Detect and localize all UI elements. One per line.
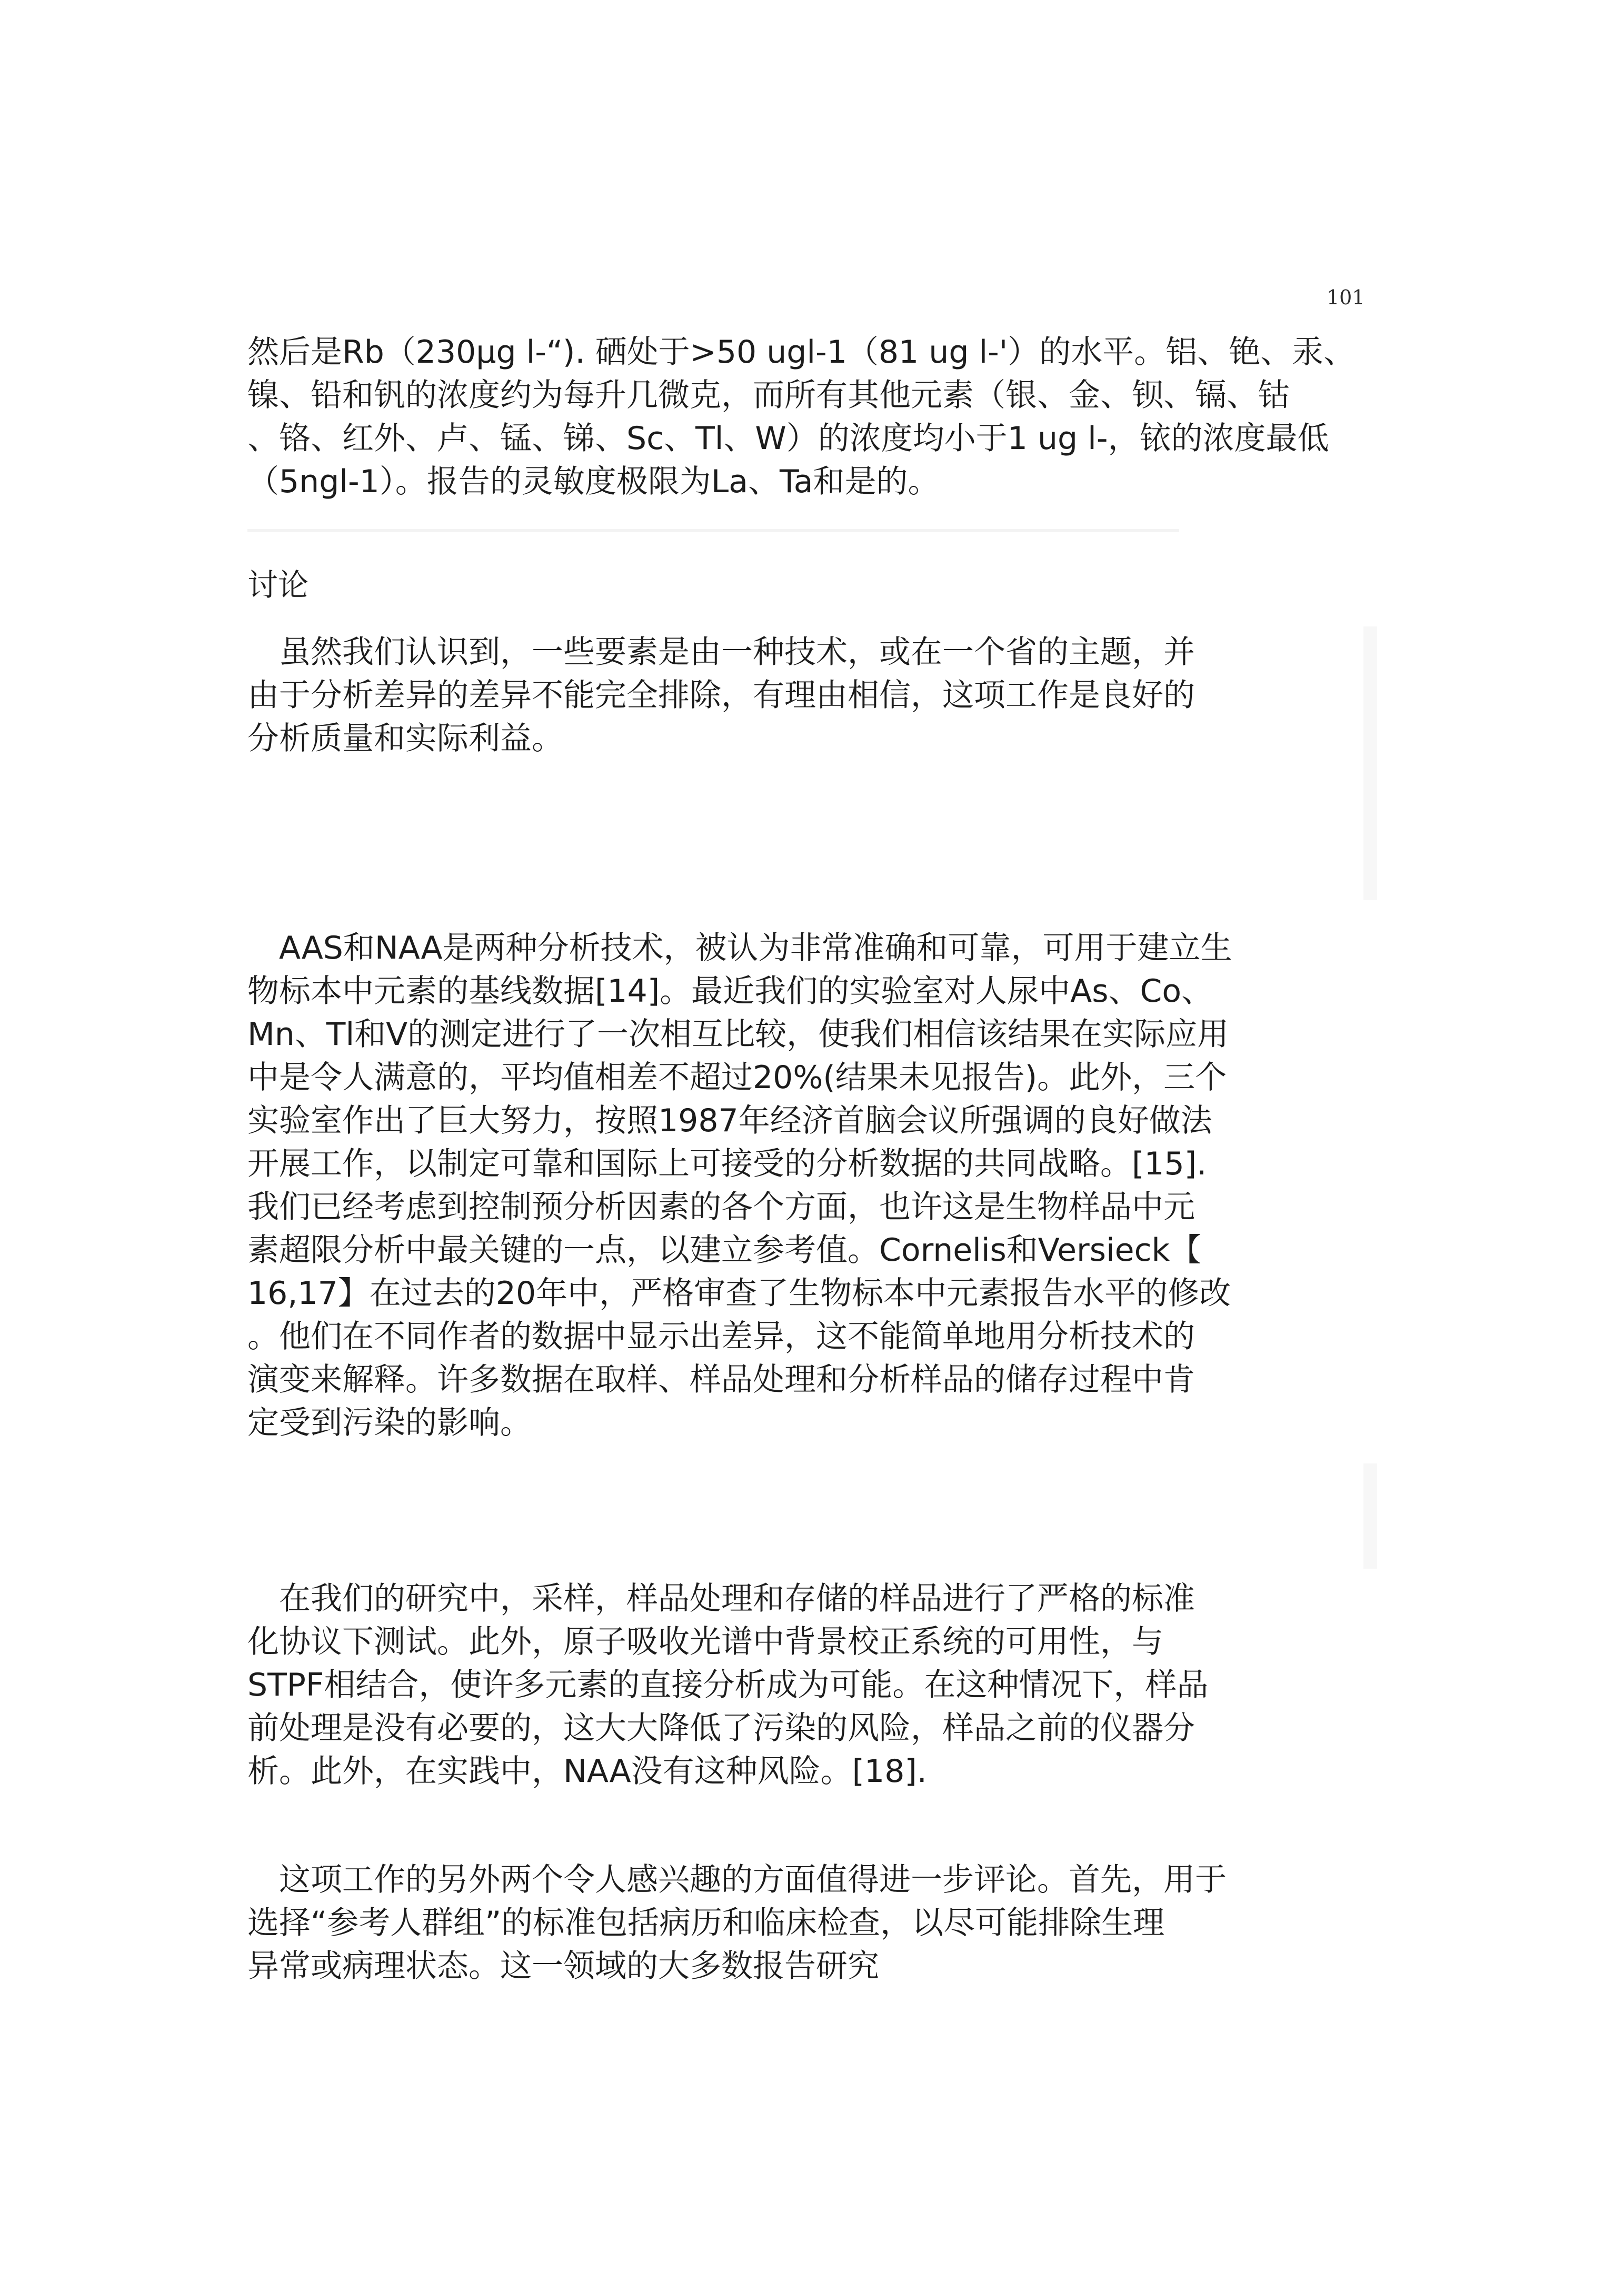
text-line: 选择“参考人群组”的标准包括病历和临床检查，以尽可能排除生理 (247, 1905, 1165, 1941)
text-line: 物标本中元素的基线数据[14]。最近我们的实验室对人尿中As、Co、 (247, 973, 1213, 1010)
text-line: 开展工作，以制定可靠和国际上可接受的分析数据的共同战略。[15]. (247, 1145, 1207, 1182)
text-line: 定受到污染的影响。 (247, 1404, 532, 1441)
text-line: 化协议下测试。此外，原子吸收光谱中背景校正系统的可用性，与 (247, 1623, 1163, 1660)
text-line: 镍、铅和钒的浓度约为每升几微克，而所有其他元素（银、金、钡、镉、钴 (247, 377, 1290, 414)
discussion-paragraph-3 (247, 1577, 1366, 1793)
text-line: 分析质量和实际利益。 (247, 720, 563, 757)
scan-artifact (1363, 626, 1377, 900)
text-line: 这项工作的另外两个令人感兴趣的方面值得进一步评论。首先，用于 (279, 1861, 1227, 1898)
text-line: 16,17】在过去的20年中，严格审查了生物标本中元素报告水平的修改 (247, 1275, 1231, 1312)
scan-artifact (247, 529, 1179, 532)
text-line: 析。此外，在实践中，NAA没有这种风险。[18]. (247, 1753, 927, 1790)
text-line: 实验室作出了巨大努力，按照1987年经济首脑会议所强调的良好做法 (247, 1102, 1212, 1139)
discussion-paragraph-4 (247, 1858, 1366, 1988)
text-line: （5ngl-1）。报告的灵敏度极限为La、Ta和是的。 (247, 463, 940, 500)
page-number: 101 (1327, 286, 1365, 309)
text-line: STPF相结合，使许多元素的直接分析成为可能。在这种情况下，样品 (247, 1667, 1209, 1703)
text-line: 前处理是没有必要的，这大大降低了污染的风险，样品之前的仪器分 (247, 1710, 1195, 1747)
text-line: 在我们的研究中，采样，样品处理和存储的样品进行了严格的标准 (279, 1580, 1195, 1617)
text-line: 然后是Rb（230μg l-“). 硒处于>50 ugl-1（81 ug l-'）的水平。铝、铯、汞、 (247, 334, 1356, 371)
discussion-paragraph-2 (247, 926, 1366, 1444)
text-line: 我们已经考虑到控制预分析因素的各个方面，也许这是生物样品中元 (247, 1189, 1195, 1225)
text-line: Mn、Tl和V的测定进行了一次相互比较，使我们相信该结果在实际应用 (247, 1016, 1229, 1053)
text-line: AAS和NAA是两种分析技术，被认为非常准确和可靠，可用于建立生 (279, 930, 1232, 966)
text-line: 。他们在不同作者的数据中显示出差异，这不能简单地用分析技术的 (247, 1318, 1195, 1355)
text-line: 由于分析差异的差异不能完全排除，有理由相信，这项工作是良好的 (247, 677, 1195, 714)
text-line: 异常或病理状态。这一领域的大多数报告研究 (247, 1948, 879, 1985)
text-line: 演变来解释。许多数据在取样、样品处理和分析样品的储存过程中肯 (247, 1361, 1195, 1398)
text-line: 素超限分析中最关键的一点，以建立参考值。Cornelis和Versieck【 (247, 1232, 1202, 1269)
section-heading-discussion: 讨论 (247, 567, 309, 603)
discussion-paragraph-1 (247, 631, 1366, 760)
text-line: 中是令人满意的，平均值相差不超过20%(结果未见报告)。此外，三个 (247, 1059, 1227, 1096)
scan-artifact (1363, 1463, 1377, 1569)
text-line: 虽然我们认识到，一些要素是由一种技术，或在一个省的主题，并 (279, 634, 1195, 671)
results-paragraph (247, 331, 1366, 503)
text-line: 、铬、红外、卢、锰、锑、Sc、Tl、W）的浓度均小于1 ug l-，铱的浓度最低 (247, 420, 1329, 457)
